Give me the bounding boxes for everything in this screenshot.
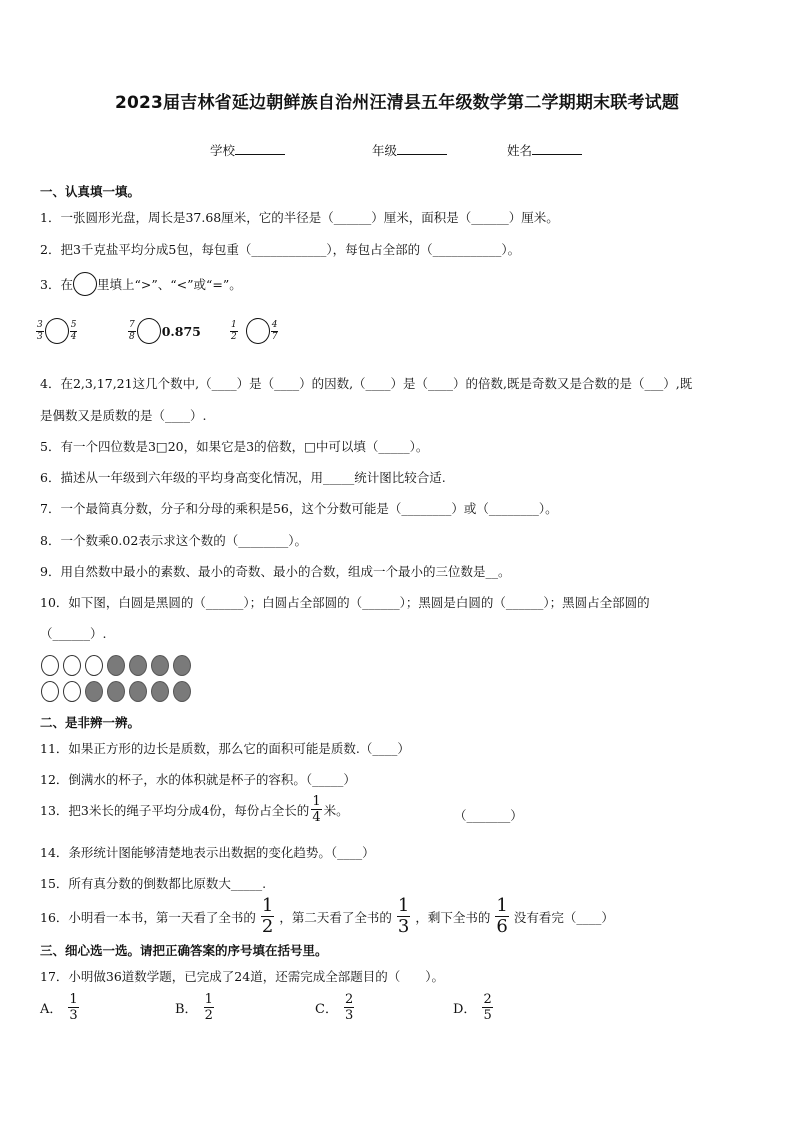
fraction-denominator: 2 [261, 916, 274, 937]
school-label: 学校 [210, 143, 236, 158]
fraction-denominator: 2 [204, 1008, 213, 1023]
fraction-numerator: 1 [397, 895, 410, 916]
question-4-line-2: 是偶数又是质数的是（____）. [40, 408, 207, 423]
school-field [210, 141, 285, 159]
compare-item-a [36, 318, 77, 344]
question-4-line-1: 4．在2,3,17,21这几个数中,（____）是（____）的因数,（____）是（____）的倍数,既是奇数又是合数的是（___）,既 [40, 376, 693, 391]
section-1-heading: 一、认真填一填。 [40, 184, 141, 199]
grade-label: 年级 [372, 143, 398, 158]
fraction-denominator: 4 [70, 331, 77, 342]
question-13-answer[interactable]: （_______） [454, 808, 523, 823]
option-c[interactable] [315, 993, 354, 1022]
fraction-numerator: 3 [37, 319, 43, 330]
option-label: D． [453, 1002, 477, 1017]
fraction-numerator: 1 [69, 992, 78, 1007]
white-circle [85, 655, 103, 676]
option-label: C． [315, 1002, 338, 1017]
fraction-numerator: 2 [483, 992, 492, 1007]
option-d[interactable] [453, 993, 493, 1022]
question-7: 7．一个最简真分数，分子和分母的乘积是56，这个分数可能是（________）或（________）。 [40, 501, 558, 516]
white-circle [41, 655, 59, 676]
white-circle [41, 681, 59, 702]
fraction-numerator: 1 [496, 895, 508, 916]
question-16 [40, 897, 614, 936]
question-6: 6．描述从一年级到六年级的平均身高变化情况，用_____统计图比较合适. [40, 470, 446, 485]
fraction-numerator: 1 [204, 992, 213, 1007]
option-label: A． [40, 1002, 63, 1017]
question-8: 8．一个数乘0.02表示求这个数的（________）。 [40, 533, 308, 548]
question-3-suffix: 里填上“>”、“<”或“=”。 [96, 277, 242, 292]
fraction-numerator: 1 [312, 794, 321, 809]
fraction-denominator: 7 [271, 331, 278, 342]
black-circle [107, 655, 125, 676]
compare-item-c [230, 318, 278, 344]
fraction-numerator: 4 [271, 319, 278, 330]
question-16-text-c: ，剩下全书的 [415, 909, 491, 925]
question-2: 2．把3千克盐平均分成5包，每包重（____________），每包占全部的（___________）。 [40, 242, 521, 257]
question-12: 12．倒满水的杯子，水的体积就是杯子的容积。（_____） [40, 772, 356, 787]
question-9: 9．用自然数中最小的素数、最小的奇数、最小的合数，组成一个最小的三位数是__。 [40, 564, 511, 579]
option-b[interactable] [175, 993, 214, 1022]
grade-blank[interactable] [397, 142, 447, 155]
compare-circle-icon[interactable] [45, 318, 69, 344]
fraction-denominator: 5 [483, 1008, 492, 1023]
grade-field [372, 141, 447, 159]
fraction-denominator: 3 [37, 331, 43, 342]
fraction-numerator: 2 [344, 992, 354, 1007]
option-label: B． [175, 1002, 198, 1017]
question-15: 15．所有真分数的倒数都比原数大_____. [40, 876, 267, 891]
page-title: 2023届吉林省延边朝鲜族自治州汪清县五年级数学第二学期期末联考试题 [114, 93, 680, 113]
fraction-denominator: 3 [69, 1008, 78, 1023]
option-a[interactable] [40, 993, 79, 1022]
white-circle [63, 681, 81, 702]
question-16-text-a: 16．小明看一本书，第一天看了全书的 [40, 909, 256, 925]
black-circle [151, 655, 169, 676]
compare-circle-icon [73, 272, 97, 296]
question-14: 14．条形统计图能够清楚地表示出数据的变化趋势。（____） [40, 845, 375, 860]
section-2-heading: 二、是非辨一辨。 [40, 715, 141, 730]
question-3 [40, 272, 242, 296]
white-circle [63, 655, 81, 676]
question-10-line-1: 10．如下图，白圆是黑圆的（______）；白圆占全部圆的（______）；黑圆是白圆的（______）；黑圆占全部圆的 [40, 595, 650, 610]
black-circle [85, 681, 103, 702]
fraction-numerator: 7 [129, 319, 135, 330]
question-13-unit: 米。 [323, 802, 349, 818]
name-field [507, 141, 582, 159]
section-3-heading: 三、细心选一选。请把正确答案的序号填在括号里。 [40, 943, 328, 958]
question-1: 1．一张圆形光盘，周长是37.68厘米，它的半径是（______）厘米，面积是（______）厘米。 [40, 210, 559, 225]
compare-value: 0.875 [161, 323, 201, 339]
question-17: 17．小明做36道数学题，已完成了24道，还需完成全部题目的（ ）。 [40, 969, 444, 984]
fraction-denominator: 3 [397, 916, 410, 937]
question-16-text-d: 没有看完（____） [513, 909, 614, 925]
question-10-line-2: （______）. [40, 626, 107, 641]
school-blank[interactable] [235, 142, 285, 155]
black-circle [173, 655, 191, 676]
fraction-numerator: 1 [231, 319, 237, 330]
black-circle [129, 655, 147, 676]
question-5: 5．有一个四位数是3□20，如果它是3的倍数，□中可以填（_____）。 [40, 439, 429, 454]
question-13-text: 13．把3米长的绳子平均分成4份，每份占全长的 [40, 802, 310, 818]
question-11: 11．如果正方形的边长是质数，那么它的面积可能是质数.（____） [40, 741, 410, 756]
compare-item-b [128, 318, 201, 344]
black-circle [129, 681, 147, 702]
question-16-text-b: ，第二天看了全书的 [279, 909, 392, 925]
fraction-denominator: 2 [231, 331, 237, 342]
name-label: 姓名 [507, 143, 533, 158]
black-circle [173, 681, 191, 702]
fraction-denominator: 6 [496, 916, 508, 937]
fraction-denominator: 8 [129, 331, 135, 342]
question-13 [40, 795, 349, 824]
black-circle [151, 681, 169, 702]
fraction-denominator: 4 [312, 810, 321, 825]
compare-circle-icon[interactable] [246, 318, 270, 344]
black-circle [107, 681, 125, 702]
question-3-prefix: 3．在 [40, 277, 73, 292]
compare-circle-icon[interactable] [137, 318, 161, 344]
fraction-denominator: 3 [344, 1008, 354, 1023]
fraction-numerator: 1 [261, 895, 274, 916]
fraction-numerator: 5 [70, 319, 77, 330]
name-blank[interactable] [532, 142, 582, 155]
